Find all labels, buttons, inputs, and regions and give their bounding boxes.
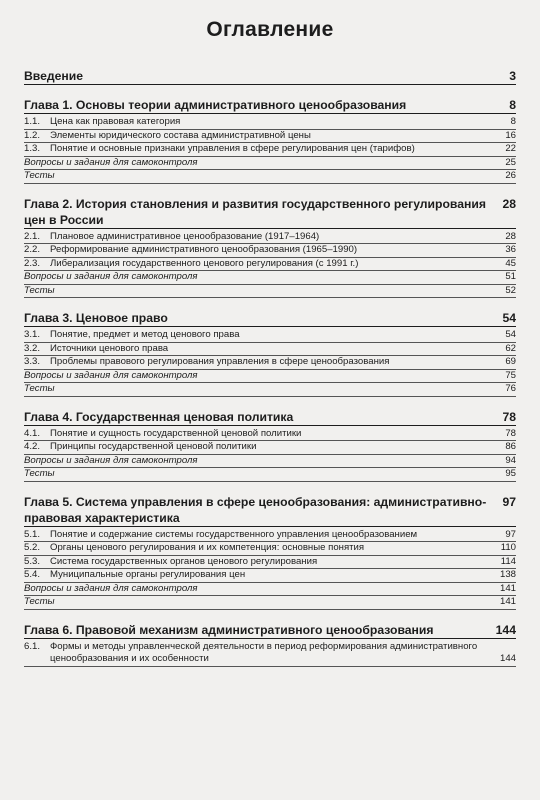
extra-page: 52 (505, 284, 516, 296)
section-page: 54 (505, 329, 516, 340)
toc-extra[interactable] (24, 455, 516, 469)
section-page: 114 (500, 555, 516, 567)
section-title: Источники ценового права (50, 342, 169, 354)
toc-section[interactable] (24, 529, 516, 543)
section-title: Цена как правовая категория (50, 116, 181, 127)
section-page: 36 (505, 244, 516, 255)
extra-label: Тесты (24, 468, 55, 479)
extra-label: Тесты (24, 596, 55, 607)
extra-label: Вопросы и задания для самоконтроля (24, 369, 198, 381)
section-number: 1.1. (24, 116, 41, 127)
toc-chapter (24, 494, 516, 610)
toc-extra[interactable] (24, 468, 516, 482)
extra-page: 95 (505, 468, 516, 479)
toc-extra[interactable] (24, 383, 516, 397)
section-page: 86 (505, 441, 516, 452)
extra-label: Тесты (24, 284, 55, 296)
extra-label: Вопросы и задания для самоконтроля (24, 582, 198, 594)
extra-page: 25 (505, 156, 516, 168)
chapter-title: Глава 2. История становления и развития государственного регулирования цен в России (24, 196, 487, 227)
toc-section[interactable] (24, 356, 516, 370)
extra-page: 141 (499, 582, 516, 594)
section-title: Система государственных органов ценового регулирования (50, 555, 318, 567)
section-number: 2.2. (24, 244, 41, 255)
toc-extra[interactable] (24, 271, 516, 285)
chapter-heading[interactable] (24, 622, 516, 639)
section-title: Формы и методы управленческой деятельности в период реформирования административного ценообразования и их особенности (50, 640, 478, 664)
chapter-page: 54 (502, 311, 516, 325)
toc-section[interactable] (24, 542, 516, 556)
chapter-page: 144 (495, 622, 516, 637)
toc-section[interactable] (24, 329, 516, 343)
section-number: 3.2. (24, 342, 41, 354)
toc-chapter (24, 310, 516, 397)
section-title: Элементы юридического состава административной цены (50, 129, 311, 141)
section-page: 28 (505, 230, 516, 242)
section-number: 6.1. (24, 640, 41, 652)
toc-section[interactable] (24, 130, 516, 144)
section-page: 69 (505, 356, 516, 367)
toc-section[interactable] (24, 428, 516, 442)
section-page: 22 (505, 143, 516, 154)
intro-label: Введение (24, 69, 84, 83)
section-page: 97 (505, 528, 516, 540)
section-title: Понятие, предмет и метод ценового права (50, 329, 240, 340)
section-number: 2.1. (24, 230, 41, 242)
chapter-heading[interactable] (24, 196, 516, 229)
extra-label: Вопросы и задания для самоконтроля (24, 156, 198, 168)
section-title: Плановое административное ценообразование (1917–1964) (50, 230, 320, 242)
section-title: Реформирование административного ценообразования (1965–1990) (50, 244, 358, 255)
extra-page: 51 (505, 271, 516, 282)
chapter-title: Глава 5. Система управления в сфере ценообразования: административно-правовая характеристика (24, 494, 487, 525)
section-title: Понятие и основные признаки управления в сфере регулирования цен (тарифов) (50, 143, 415, 154)
chapter-title: Глава 6. Правовой механизм административного ценообразования (24, 622, 434, 637)
section-number: 5.3. (24, 555, 41, 567)
chapter-list (24, 97, 516, 667)
section-title: Принципы государственной ценовой политики (50, 441, 257, 452)
chapter-title: Глава 1. Основы теории административного ценообразования (24, 98, 407, 112)
section-page: 78 (505, 427, 516, 439)
section-number: 3.1. (24, 329, 41, 340)
toc-section[interactable] (24, 143, 516, 157)
toc-extra[interactable] (24, 285, 516, 299)
toc-chapter (24, 409, 516, 482)
toc-intro[interactable] (24, 68, 516, 85)
toc-extra[interactable] (24, 583, 516, 597)
toc-section[interactable] (24, 244, 516, 258)
extra-page: 94 (505, 454, 516, 466)
section-page: 110 (500, 542, 516, 553)
toc-section[interactable] (24, 441, 516, 455)
section-number: 4.1. (24, 427, 41, 439)
section-number: 2.3. (24, 257, 41, 269)
section-page: 144 (499, 653, 516, 664)
toc-section[interactable] (24, 116, 516, 130)
toc-chapter (24, 97, 516, 184)
section-page: 45 (505, 257, 516, 269)
section-title: Понятие и содержание системы государственного управления ценообразованием (50, 528, 418, 540)
toc-section[interactable] (24, 569, 516, 583)
section-page: 8 (510, 116, 516, 127)
chapter-heading[interactable] (24, 494, 516, 527)
section-title: Либерализация государственного ценового регулирования (с 1991 г.) (50, 257, 359, 269)
section-number: 5.4. (24, 569, 41, 580)
intro-page: 3 (509, 69, 516, 83)
extra-label: Тесты (24, 170, 55, 181)
section-title: Проблемы правового регулирования управления в сфере ценообразования (50, 356, 390, 367)
toc-chapter (24, 622, 516, 667)
chapter-heading[interactable] (24, 310, 516, 327)
chapter-heading[interactable] (24, 97, 516, 114)
section-page: 138 (499, 569, 516, 580)
extra-page: 76 (505, 383, 516, 394)
section-page: 16 (505, 129, 516, 141)
toc-extra[interactable] (24, 157, 516, 171)
section-number: 5.1. (24, 528, 41, 540)
toc-section[interactable] (24, 641, 516, 667)
extra-page: 26 (505, 170, 516, 181)
section-title: Муниципальные органы регулирования цен (50, 569, 246, 580)
toc-extra[interactable] (24, 170, 516, 184)
toc-chapter (24, 196, 516, 299)
section-number: 5.2. (24, 542, 41, 553)
section-title: Органы ценового регулирования и их компетенция: основные понятия (50, 542, 365, 553)
extra-page: 75 (505, 369, 516, 381)
toc-section[interactable] (24, 258, 516, 272)
section-number: 1.2. (24, 129, 41, 141)
chapter-page: 78 (502, 409, 516, 424)
extra-page: 141 (499, 596, 516, 607)
chapter-heading[interactable] (24, 409, 516, 426)
toc-section[interactable] (24, 231, 516, 245)
extra-label: Вопросы и задания для самоконтроля (24, 454, 198, 466)
chapter-page: 8 (509, 98, 516, 112)
section-title: Понятие и сущность государственной ценовой политики (50, 427, 302, 439)
section-number: 3.3. (24, 356, 41, 367)
section-number: 1.3. (24, 143, 41, 154)
extra-label: Вопросы и задания для самоконтроля (24, 271, 198, 282)
toc-section[interactable] (24, 343, 516, 357)
toc-section[interactable] (24, 556, 516, 570)
chapter-title: Глава 4. Государственная ценовая политика (24, 409, 294, 424)
page-title: Оглавление (206, 18, 334, 41)
section-page: 62 (505, 342, 516, 354)
extra-label: Тесты (24, 383, 55, 394)
toc-extra[interactable] (24, 596, 516, 610)
chapter-page: 28 (502, 196, 516, 211)
toc-extra[interactable] (24, 370, 516, 384)
chapter-page: 97 (502, 494, 516, 509)
chapter-title: Глава 3. Ценовое право (24, 311, 168, 325)
section-number: 4.2. (24, 441, 41, 452)
